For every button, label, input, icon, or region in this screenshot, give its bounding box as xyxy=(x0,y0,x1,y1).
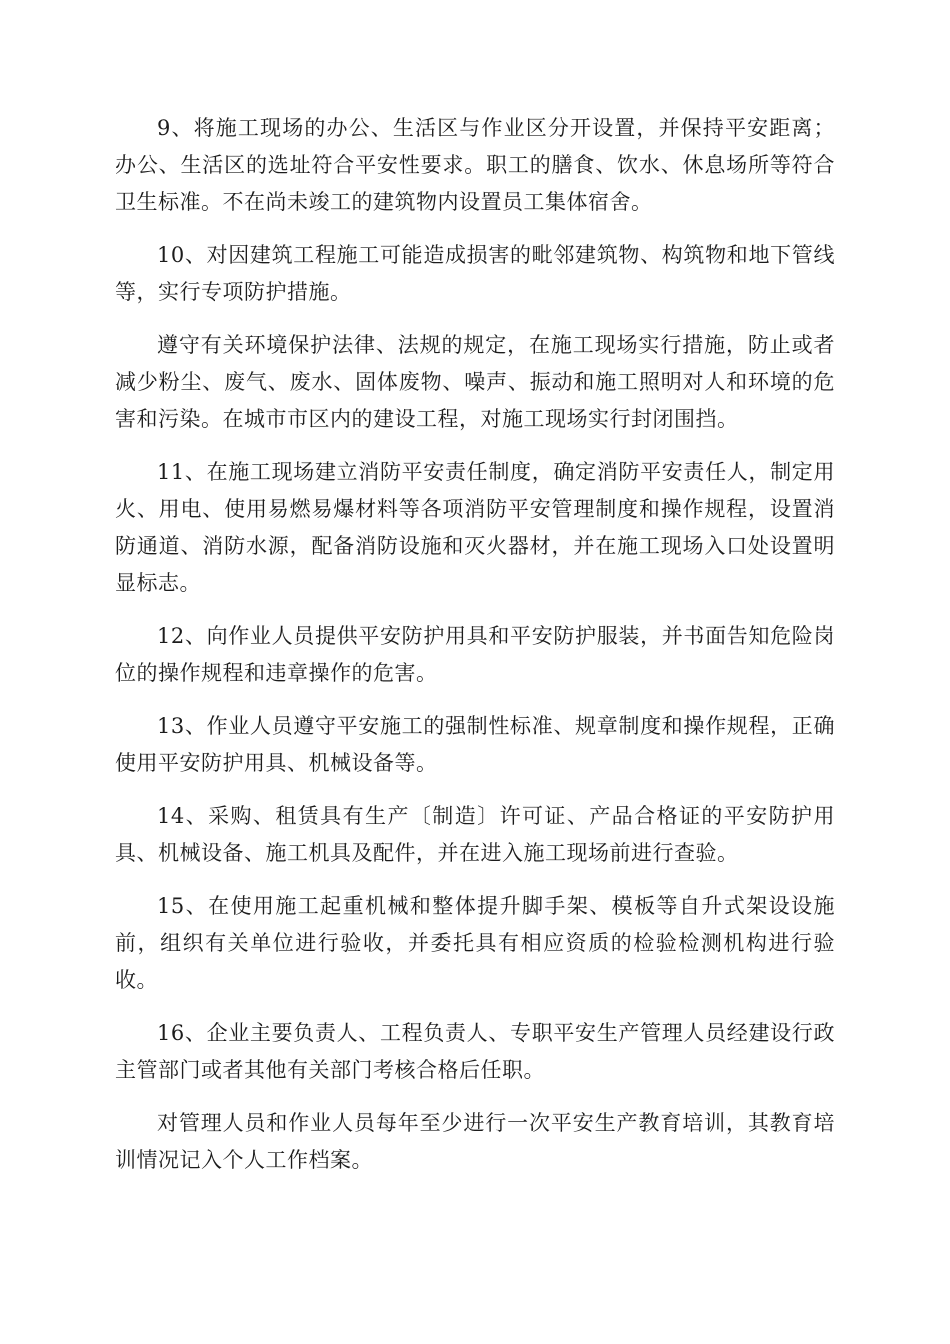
paragraph-item-12: 12、向作业人员提供平安防护用具和平安防护服装，并书面告知危险岗位的操作规程和违章操作的危害。 xyxy=(115,624,835,685)
paragraph-item-9: 9、将施工现场的办公、生活区与作业区分开设置，并保持平安距离；办公、生活区的选址符合平安性要求。职工的膳食、饮水、休息场所等符合卫生标准。不在尚未竣工的建筑物内设置员工集体宿舍。 xyxy=(115,116,835,214)
paragraph-environment: 遵守有关环境保护法律、法规的规定，在施工现场实行措施，防止或者减少粉尘、废气、废水、固体废物、噪声、振动和施工照明对人和环境的危害和污染。在城市市区内的建设工程，对施工现场实行封闭围挡。 xyxy=(115,333,835,431)
document-body xyxy=(115,110,835,1195)
paragraph-item-14: 14、采购、租赁具有生产〔制造〕许可证、产品合格证的平安防护用具、机械设备、施工机具及配件，并在进入施工现场前进行查验。 xyxy=(115,804,835,865)
paragraph-item-15: 15、在使用施工起重机械和整体提升脚手架、模板等自升式架设设施前，组织有关单位进行验收，并委托具有相应资质的检验检测机构进行验收。 xyxy=(115,894,835,992)
paragraph-training: 对管理人员和作业人员每年至少进行一次平安生产教育培训，其教育培训情况记入个人工作档案。 xyxy=(115,1111,835,1172)
paragraph-item-10: 10、对因建筑工程施工可能造成损害的毗邻建筑物、构筑物和地下管线等，实行专项防护措施。 xyxy=(115,243,835,304)
paragraph-item-13: 13、作业人员遵守平安施工的强制性标准、规章制度和操作规程，正确使用平安防护用具、机械设备等。 xyxy=(115,714,835,775)
paragraph-item-16: 16、企业主要负责人、工程负责人、专职平安生产管理人员经建设行政主管部门或者其他有关部门考核合格后任职。 xyxy=(115,1021,835,1082)
paragraph-item-11: 11、在施工现场建立消防平安责任制度，确定消防平安责任人，制定用火、用电、使用易燃易爆材料等各项消防平安管理制度和操作规程，设置消防通道、消防水源，配备消防设施和灭火器材，并在施工现场入口处设置明显标志。 xyxy=(115,460,835,595)
